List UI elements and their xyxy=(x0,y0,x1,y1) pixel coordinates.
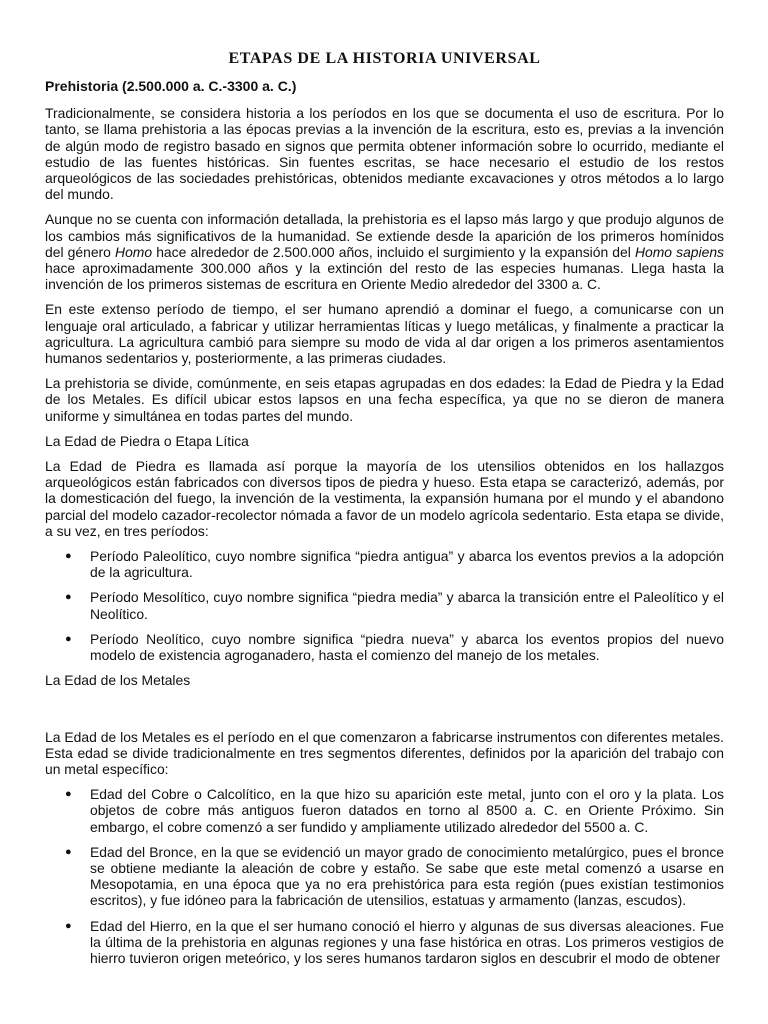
bullet-icon: ● xyxy=(65,632,72,645)
blank-line xyxy=(45,698,724,729)
paragraph-definition: Tradicionalmente, se considera historia a los períodos en los que se documenta el uso de escritura. Por lo tanto, se llama prehistoria a las épocas previas a la invención de la escritura, esto es, previas a la invención de algún modo de registro basado en signos que permita obtener información sobre lo ocurrido, mediante el estudio de las fuentes históricas. Sin fuentes escritas, se hace necesario el estudio de los restos arqueológicos de las sociedades prehistóricas, obtenidos mediante excavaciones y otros métodos a lo largo del mundo. xyxy=(45,105,724,203)
list-metal-ages xyxy=(45,786,724,966)
heading-edad-de-piedra: La Edad de Piedra o Etapa Lítica xyxy=(45,432,249,449)
list-stone-periods xyxy=(45,548,724,663)
heading-edad-de-los-metales: La Edad de los Metales xyxy=(45,672,191,689)
bullet-icon: ● xyxy=(65,845,72,858)
list-item-text: Edad del Hierro, en la que el ser humano conoció el hierro y algunas de sus diversas aleaciones. Fue la última de la prehistoria en algunas regiones y una fase histórica en otras. Los primeros vestigios de hierro tuvieron origen meteórico, y los seres humanos tardaron siglos en descubrir el modo de obtener xyxy=(90,917,724,966)
list-item xyxy=(45,844,724,909)
list-item xyxy=(45,918,724,967)
list-item-text: Edad del Cobre o Calcolítico, en la que hizo su aparición este metal, junto con el oro y la plata. Los objetos de cobre más antiguos fueron datados en torno al 8500 a. C. en Oriente Próximo. Sin embargo, el cobre comenzó a ser fundido y ampliamente utilizado alrededor del 5500 a. C. xyxy=(90,786,724,835)
bullet-icon: ● xyxy=(65,919,72,932)
list-item xyxy=(45,548,724,580)
list-item-text: Edad del Bronce, en la que se evidenció un mayor grado de conocimiento metalúrgico, pues el bronce se obtiene mediante la aleación de cobre y estaño. Se sabe que este metal comenzó a usarse en Mesopotamia, en una época que ya no era prehistórica para esta región (pues existían testimonios escritos), y fue idóneo para la fabricación de utensilios, estatuas y armamento (lanzas, escudos). xyxy=(90,843,724,909)
paragraph-overview-text-2: hace alrededor de 2.500.000 años, incluido el surgimiento y la expansión del xyxy=(152,243,635,260)
paragraph-overview-text-1: Aunque no se cuenta con información detallada, la prehistoria es el lapso más largo y que produjo algunos de los cambios más significativos de la humanidad. Se extiende desde la aparición de los primeros homínidos del género xyxy=(45,211,724,260)
document-title: ETAPAS DE LA HISTORIA UNIVERSAL xyxy=(228,50,541,67)
paragraph-overview-text-3: hace aproximadamente 300.000 años y la extinción del resto de las especies humanas. Llega hasta la invención de los primeros sistemas de escritura en Oriente Medio alrededor del 3300 a. C. xyxy=(45,260,724,293)
paragraph-division: La prehistoria se divide, comúnmente, en seis etapas agrupadas en dos edades: la Edad de Piedra y la Edad de los Metales. Es difícil ubicar estos lapsos en una fecha específica, ya que no se dieron de manera uniforme y simultánea en todas partes del mundo. xyxy=(45,375,724,424)
italic-homo-sapiens: Homo sapiens xyxy=(634,243,724,260)
bullet-icon: ● xyxy=(65,591,72,604)
bullet-icon: ● xyxy=(65,550,72,563)
list-item xyxy=(45,631,724,663)
section-title-prehistoria: Prehistoria (2.500.000 a. C.-3300 a. C.) xyxy=(45,78,297,94)
list-item-text: Período Neolítico, cuyo nombre significa “piedra nueva” y abarca los eventos propios del nuevo modelo de existencia agroganadero, hasta el comienzo del manejo de los metales. xyxy=(90,630,724,664)
list-item-text: Período Paleolítico, cuyo nombre significa “piedra antigua” y abarca los eventos previos a la adopción de la agricultura. xyxy=(90,548,724,581)
bullet-icon: ● xyxy=(65,788,72,801)
list-item xyxy=(45,589,724,621)
list-item xyxy=(45,786,724,835)
paragraph-overview xyxy=(45,211,724,292)
paragraph-achievements: En este extenso período de tiempo, el ser humano aprendió a dominar el fuego, a comunicarse con un lenguaje oral articulado, a fabricar y utilizar herramientas líticas y luego metálicas, y finalmente a practicar la agricultura. La agricultura cambió para siempre su modo de vida al dar origen a los primeros asentamientos humanos sedentarios y, posteriormente, a las primeras ciudades. xyxy=(45,301,724,367)
italic-homo: Homo xyxy=(115,243,153,260)
paragraph-edad-de-los-metales: La Edad de los Metales es el período en el que comenzaron a fabricarse instrumentos con diferentes metales. Esta edad se divide tradicionalmente en tres segmentos diferentes, definidos por la aparición del trabajo con un metal específico: xyxy=(45,728,724,777)
list-item-text: Período Mesolítico, cuyo nombre significa “piedra media” y abarca la transición entre el Paleolítico y el Neolítico. xyxy=(90,589,724,622)
paragraph-edad-de-piedra: La Edad de Piedra es llamada así porque la mayoría de los utensilios obtenidos en los hallazgos arqueológicos están fabricados con diversos tipos de piedra y hueso. Esta etapa se caracterizó, además, por la domesticación del fuego, la invención de la vestimenta, la expansión humana por el mundo y el abandono parcial del modelo cazador-recolector nómada a favor de un modelo agrícola sedentario. Esta etapa se divide, a su vez, en tres períodos: xyxy=(45,458,724,539)
